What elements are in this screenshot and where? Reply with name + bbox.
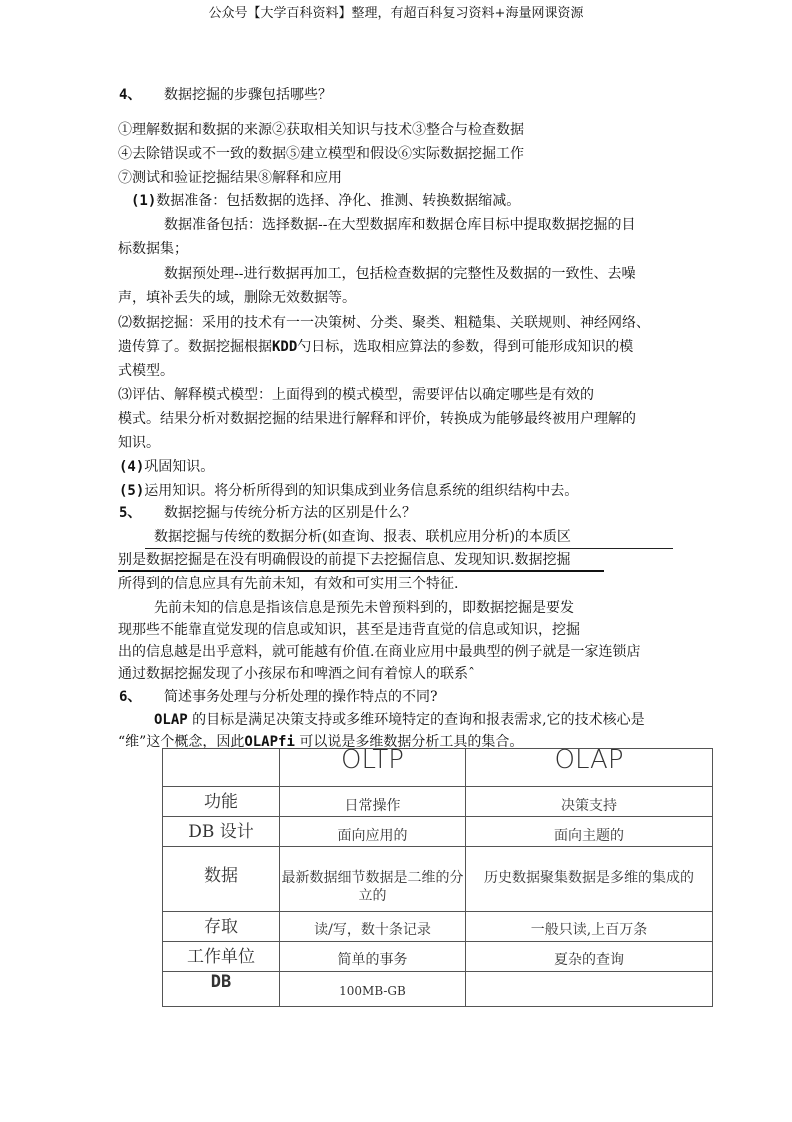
table-cell: 夏杂的查询 bbox=[466, 942, 713, 972]
para: 可以说是多维数据分析工具的集合。 bbox=[299, 734, 524, 750]
row-label: 工作单位 bbox=[163, 942, 280, 972]
table-cell: 一般只读,上百万条 bbox=[466, 912, 713, 942]
table-cell: 面向应用的 bbox=[280, 817, 466, 847]
row-label: DB 设计 bbox=[163, 817, 280, 847]
step-text: 巩固知识。 bbox=[144, 459, 215, 475]
step-text: 运用知识。将分析所得到的知识集成到业务信息系统的组织结构中去。 bbox=[144, 483, 579, 499]
table-cell: 简单的事务 bbox=[280, 942, 466, 972]
para: 别是数据挖掘是在没有明确假设的前提下去挖掘信息、发现知识.数据挖掘 bbox=[118, 552, 571, 568]
page-header: 公众号【大学百科资料】整理，有超百科复习资料+海量网课资源 bbox=[208, 6, 584, 21]
table-cell bbox=[466, 972, 713, 1007]
para: 标数据集； bbox=[118, 241, 188, 257]
step-label: (1) bbox=[131, 193, 157, 209]
divider bbox=[145, 548, 673, 549]
q5-number: 5、 bbox=[119, 505, 142, 521]
q4-line: ①理解数据和数据的来源②获取相关知识与技术③整合与检查数据 bbox=[118, 122, 524, 138]
q4-line: ⑦测试和验证挖掘结果⑧解释和应用 bbox=[118, 170, 342, 186]
para: 的目标是满足决策支持或多维环境特定的查询和报表需求,它的技术核心是 bbox=[192, 712, 645, 728]
para: 式模型。 bbox=[118, 363, 174, 379]
step-label: (4) bbox=[119, 459, 145, 475]
table-cell: 100MB-GB bbox=[280, 972, 466, 1007]
table-cell: 读/写，数十条记录 bbox=[280, 912, 466, 942]
q4-number: 4、 bbox=[119, 87, 142, 103]
header-cell: OLTP bbox=[280, 749, 466, 787]
table-cell: 决策支持 bbox=[466, 787, 713, 817]
q4-line: ④去除错误或不一致的数据⑤建立模型和假设⑥实际数据挖掘工作 bbox=[118, 146, 524, 162]
divider bbox=[118, 570, 604, 572]
table-cell: 面向主题的 bbox=[466, 817, 713, 847]
para: 通过数据挖掘发现了小孩尿布和啤酒之间有着惊人的联系ˆ bbox=[118, 666, 475, 682]
comparison-table bbox=[162, 745, 713, 1007]
para: 所得到的信息应具有先前未知，有效和可实用三个特征. bbox=[118, 576, 459, 592]
row-label: 数据 bbox=[163, 847, 280, 912]
para: 知识。 bbox=[118, 435, 160, 451]
row-label: 存取 bbox=[163, 912, 280, 942]
para: “维”这个概念，因此 bbox=[118, 734, 245, 750]
header-cell: OLAP bbox=[466, 749, 713, 787]
para: 数据准备包括：选择数据--在大型数据库和数据仓库目标中提取数据挖掘的目 bbox=[164, 217, 636, 233]
q6-title: 简述事务处理与分析处理的操作特点的不同? bbox=[164, 689, 438, 705]
para: 模式。结果分析对数据挖掘的结果进行解释和评价，转换成为能够最终被用户理解的 bbox=[118, 411, 636, 427]
q5-title: 数据挖掘与传统分析方法的区别是什么？ bbox=[164, 505, 416, 521]
row-label: DB bbox=[163, 972, 280, 1007]
q6-number: 6、 bbox=[119, 689, 142, 705]
para: ⑶评估、解释模式模型：上面得到的模式模型，需要评估以确定哪些是有效的 bbox=[118, 387, 594, 403]
para: 遗传算了。数据挖掘根据 bbox=[118, 339, 272, 355]
para: 先前未知的信息是指该信息是预先未曾预料到的，即数据挖掘是要发 bbox=[154, 600, 574, 616]
para: 声，填补丢失的域，删除无效数据等。 bbox=[118, 290, 356, 306]
olap: OLAPfi bbox=[244, 734, 295, 750]
table-cell: 历史数据聚集数据是多维的集成的 bbox=[466, 847, 713, 912]
para: 数据挖掘与传统的数据分析(如查询、报表、联机应用分析)的本质区 bbox=[154, 529, 571, 545]
kdd: KDD bbox=[272, 339, 298, 355]
step-label: (5) bbox=[119, 483, 145, 499]
olap: OLAP bbox=[154, 712, 188, 728]
para: 出的信息越是出乎意料，就可能越有价值.在商业应用中最典型的例子就是一家连锁店 bbox=[118, 644, 641, 660]
table-cell: 日常操作 bbox=[280, 787, 466, 817]
q4-title: 数据挖掘的步骤包括哪些？ bbox=[164, 87, 332, 103]
table-cell: 最新数据细节数据是二维的分立的 bbox=[280, 847, 466, 912]
para: 数据预处理--进行数据再加工，包括检查数据的完整性及数据的一致性、去噪 bbox=[164, 266, 636, 282]
para: 勺日标，选取相应算法的参数，得到可能形成知识的模 bbox=[297, 339, 634, 355]
step-text: 数据准备：包括数据的选择、净化、推测、转换数据缩减。 bbox=[156, 193, 521, 209]
header-cell bbox=[163, 749, 280, 787]
para: ⑵数据挖掘：采用的技术有一一决策树、分类、聚类、粗糙集、关联规则、神经网络、 bbox=[118, 315, 650, 331]
row-label: 功能 bbox=[163, 787, 280, 817]
para: 现那些不能靠直觉发现的信息或知识，甚至是违背直觉的信息或知识，挖掘 bbox=[118, 622, 580, 638]
